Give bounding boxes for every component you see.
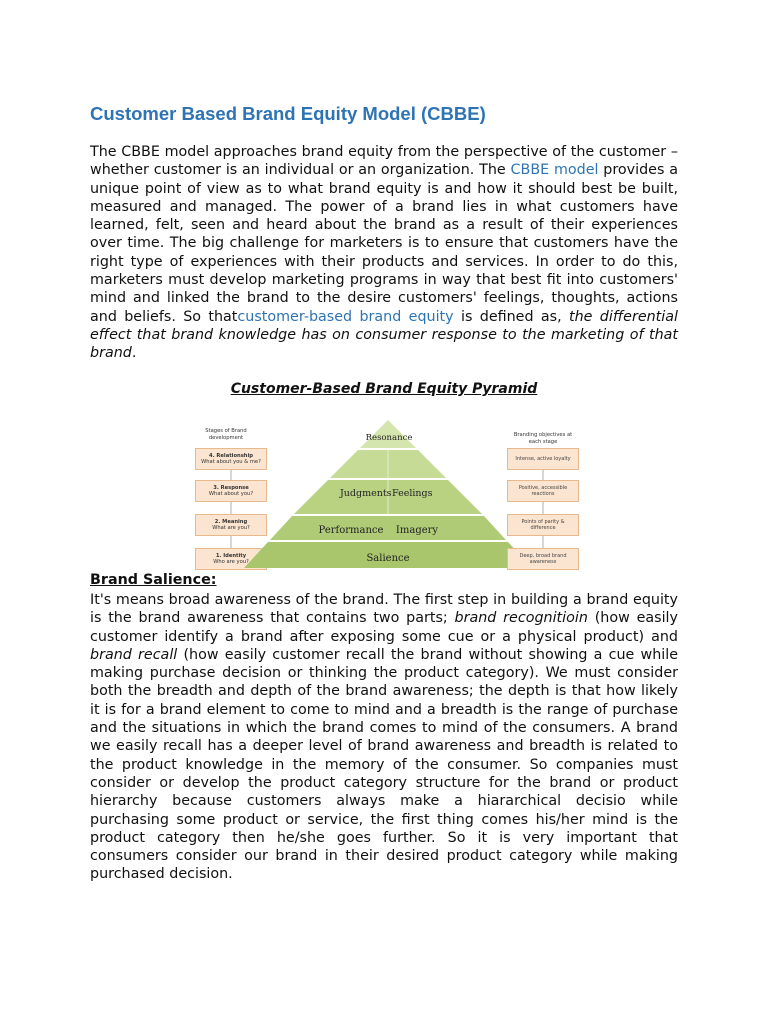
objective-box-reactions: Positive, accessible reactions (507, 480, 579, 502)
salience-text-2: (how easily customer identify a brand after exposing some cue or a physical product) and (90, 610, 678, 645)
salience-text-1: It's means broad awareness of the brand. The first step in building a brand equity is the brand awareness that contains two parts; (90, 592, 678, 627)
judgments-label: Judgments (340, 488, 392, 499)
intro-text-3: is defined as, (453, 308, 569, 325)
cbbe-model-link[interactable]: CBBE model (510, 162, 599, 179)
stage-question: What about you & me? (201, 459, 261, 465)
salience-paragraph (90, 591, 678, 884)
salience-label: Salience (366, 553, 410, 564)
brand-recognition-term: brand recognitioin (454, 610, 588, 627)
page-title: Customer Based Brand Equity Model (CBBE) (90, 103, 486, 124)
stage-name: 3. Response (213, 484, 249, 491)
objective-box-parity: Points of parity & difference (507, 514, 579, 536)
stage-question: Who are you? (213, 559, 249, 565)
intro-text-2: provides a unique point of view as to what brand equity is and how it should best be built, measured and managed. The power of a brand lies in what customers have learned, felt, seen and heard about the brand as a result of their experiences over time. The big challenge for marketers is to ensure that customers have the right type of experiences with their products and services. In order to do this, marketers must develop marketing programs in way that best fit into customers' mind and linked the brand to the desire customers' feelings, thoughts, actions and beliefs. So that (90, 162, 678, 325)
stage-name: 2. Meaning (214, 518, 248, 525)
intro-text-4: . (131, 345, 137, 362)
performance-label: Performance (318, 525, 384, 536)
objectives-header: Branding objectives at each stage (513, 432, 573, 445)
pyramid-lower-tier (270, 516, 506, 540)
stage-question: What about you? (208, 491, 254, 497)
stage-name: 1. Identity (215, 552, 247, 559)
feelings-label: Feelings (392, 488, 433, 499)
salience-heading: Brand Salience: (90, 572, 217, 588)
cbbe-pyramid-diagram (190, 418, 580, 578)
brand-recall-term: brand recall (90, 646, 178, 663)
stage-question: What are you? (212, 525, 250, 531)
resonance-label: Resonance (365, 433, 413, 443)
stages-header: Stages of Brand development (205, 428, 247, 441)
pyramid-title: Customer-Based Brand Equity Pyramid (230, 381, 538, 397)
objective-box-loyalty: Intense, active loyalty (507, 448, 579, 470)
cbbe-definition-link[interactable]: customer-based brand equity (237, 308, 454, 325)
definition-italic: the differential effect that brand knowledge has on consumer response to the marketing of that brand (90, 308, 678, 362)
intro-text-1: The CBBE model approaches brand equity from the perspective of the customer – whether customer is an individual or an organization. The (90, 144, 678, 179)
stage-name: 4. Relationship (209, 452, 253, 459)
objective-box-awareness: Deep, broad brand awareness (507, 548, 579, 570)
intro-paragraph (90, 143, 678, 363)
imagery-label: Imagery (395, 525, 439, 536)
salience-text-3: (how easily customer recall the brand without showing a cue while making purchase decision or thinking the product category). We must consider both the breadth and depth of the brand awareness; the depth is that how likely it is for a brand element to come to mind and a breadth is the range of purchase and the situations in which the brand comes to mind of the consumers. A brand we easily recall has a deeper level of brand awareness and breadth is related to the product knowledge in the memory of the consumer. So companies must consider or develop the product category structure for the brand or product hierarchy because customers always make a hiararchical decisio while purchasing some product or service, the first thing comes his/her mind is the product category then he/she goes further. So it is very important that consumers consider our brand in their desired product category while making purchased decision. (90, 646, 678, 883)
